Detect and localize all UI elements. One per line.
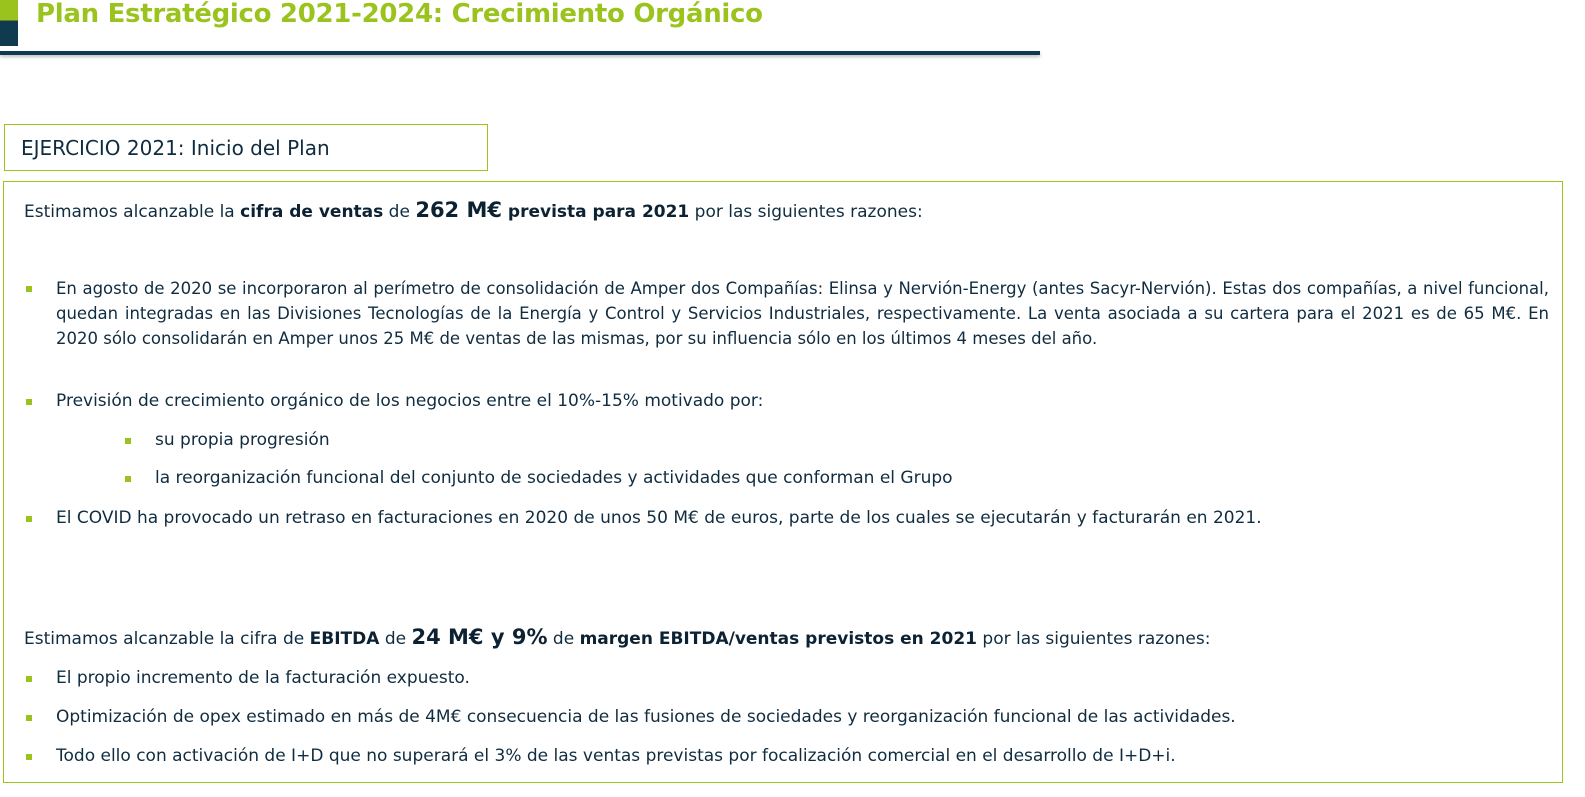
ebitda-figure: 24 M€ y 9% — [411, 625, 548, 649]
sales-intro-text: por las siguientes razones: — [689, 202, 923, 222]
section-heading: EJERCICIO 2021: Inicio del Plan — [4, 124, 488, 171]
sales-sub-bullet-1 — [155, 428, 330, 453]
sales-intro — [24, 198, 923, 225]
bullet-square-icon — [26, 715, 32, 721]
sales-intro-emphasis: prevista para 2021 — [501, 202, 690, 222]
sales-intro-text: Estimamos alcanzable la — [24, 202, 241, 222]
bullet-square-icon — [125, 438, 131, 444]
page-title: Plan Estratégico 2021-2024: Crecimiento Orgánico — [36, 0, 763, 29]
ebitda-intro-emphasis: EBITDA — [309, 629, 380, 649]
sales-sub-bullet-2 — [155, 466, 953, 491]
bullet-text: Todo ello con activación de I+D que no superará el 3% de las ventas previstas por focalización comercial en el desarrollo de I+D+i. — [56, 746, 1176, 766]
ebitda-intro-text: de — [547, 629, 580, 649]
bullet-text: Previsión de crecimiento orgánico de los negocios entre el 10%-15% motivado por: — [56, 391, 764, 411]
bullet-square-icon — [26, 676, 32, 682]
ebitda-bullet-2 — [56, 705, 1236, 730]
bullet-square-icon — [26, 754, 32, 760]
bullet-square-icon — [26, 399, 32, 405]
sales-bullet-2 — [56, 389, 763, 414]
bullet-text: El COVID ha provocado un retraso en facturaciones en 2020 de unos 50 M€ de euros, parte de los cuales se ejecutarán y facturarán en 2021. — [56, 508, 1262, 528]
ebitda-intro — [24, 625, 1210, 652]
bullet-text: su propia progresión — [155, 430, 330, 450]
bullet-text: En agosto de 2020 se incorporaron al perímetro de consolidación de Amper dos Compañías: Elinsa y Nervión-Energy (antes Sacyr-Nervión). Estas dos compañías, a nivel funcional, quedan integradas en las Divisiones Tecnologías de la Energía y Control y Servicios Industriales, respectivamente. La venta asociada a su cartera para el 2021 es de 65 M€. En 2020 sólo consolidarán en Amper unos 25 M€ de ventas de las mismas, por su influencia sólo en los últimos 4 meses del año. — [56, 279, 1549, 348]
ebitda-intro-emphasis: margen EBITDA/ventas previstos en 2021 — [579, 629, 977, 649]
content-panel — [3, 181, 1563, 783]
ebitda-intro-text: Estimamos alcanzable la cifra de — [24, 629, 310, 649]
ebitda-bullet-1 — [56, 666, 470, 691]
sales-bullet-1 — [56, 276, 1549, 351]
sales-figure: 262 M€ — [415, 198, 502, 222]
sales-bullet-3 — [56, 506, 1262, 531]
sales-intro-emphasis: cifra de ventas — [240, 202, 384, 222]
ebitda-intro-text: por las siguientes razones: — [977, 629, 1211, 649]
bullet-square-icon — [26, 516, 32, 522]
ebitda-bullet-3 — [56, 744, 1176, 769]
ebitda-intro-text: de — [379, 629, 412, 649]
bullet-text: El propio incremento de la facturación expuesto. — [56, 668, 470, 688]
bullet-square-icon — [125, 476, 131, 482]
title-divider — [0, 51, 1040, 55]
bullet-text: Optimización de opex estimado en más de 4M€ consecuencia de las fusiones de sociedades y reorganización funcional de las actividades. — [56, 707, 1236, 727]
bullet-square-icon — [26, 286, 32, 292]
title-accent-bar — [0, 0, 18, 46]
sales-intro-text: de — [383, 202, 416, 222]
bullet-text: la reorganización funcional del conjunto de sociedades y actividades que conforman el Grupo — [155, 468, 953, 488]
